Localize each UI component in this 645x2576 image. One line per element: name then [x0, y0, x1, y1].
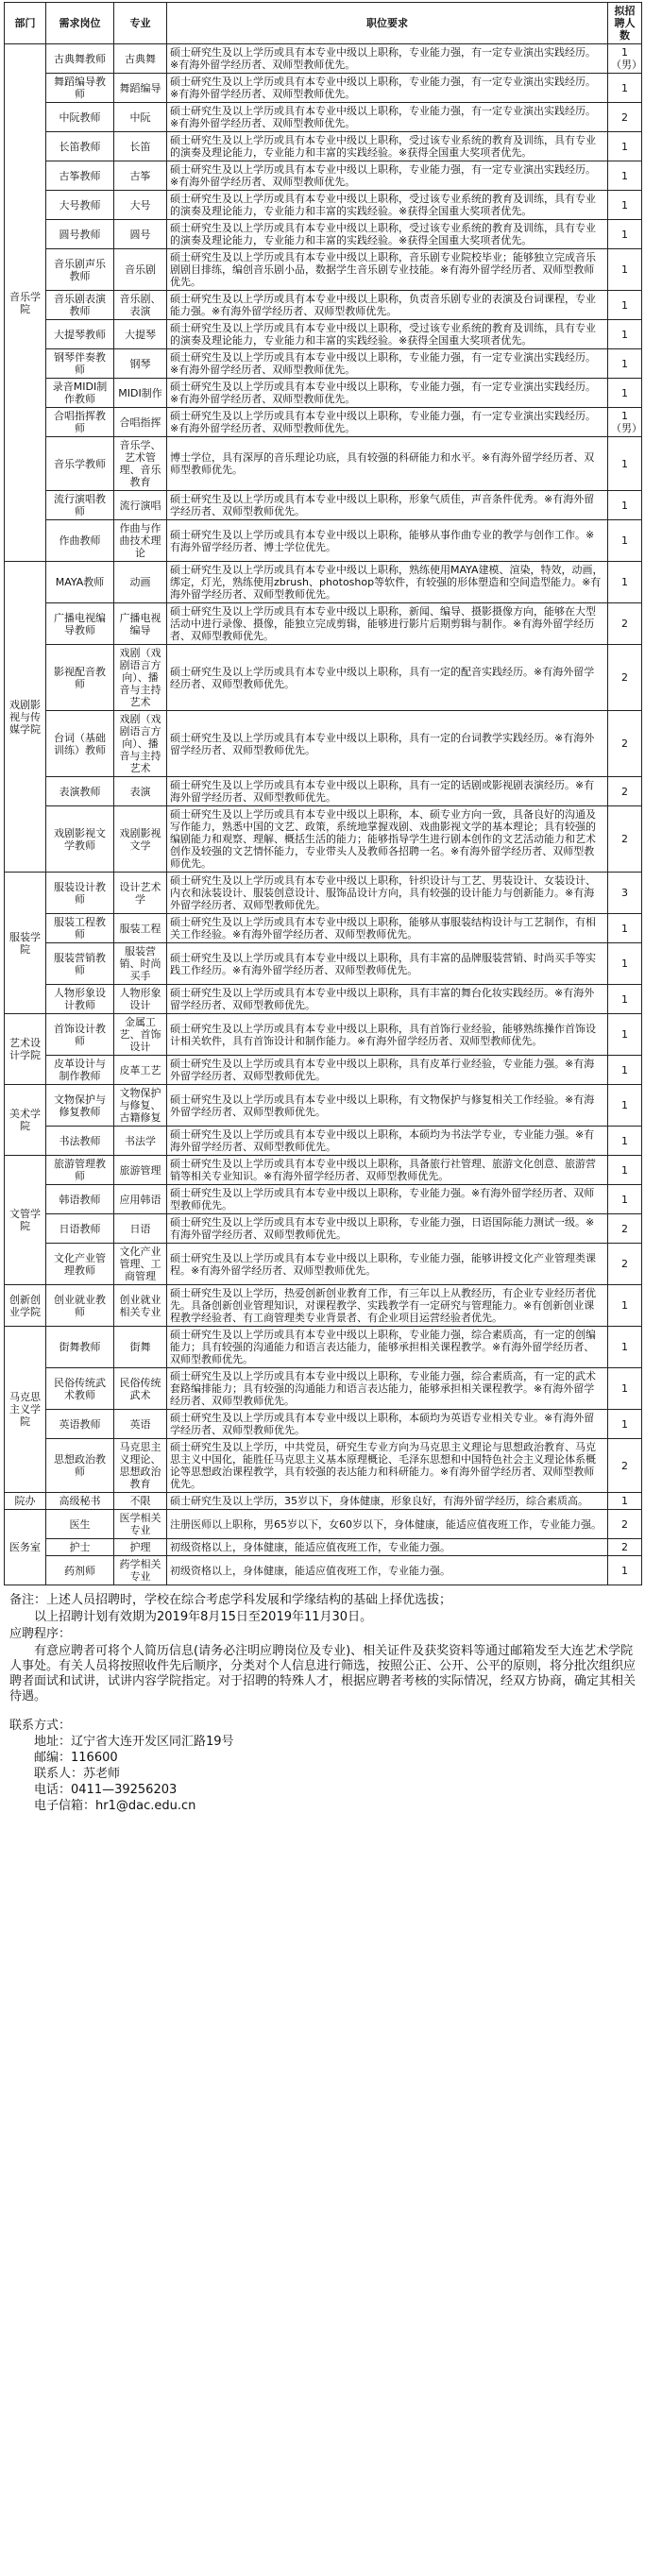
table-row: [5, 191, 642, 220]
table-row: [5, 603, 642, 645]
count-cell: 1: [608, 379, 642, 408]
major-cell: 药学相关专业: [114, 1556, 167, 1585]
count-cell: 2: [608, 645, 642, 711]
table-row: [5, 437, 642, 491]
table-row: [5, 408, 642, 437]
major-cell: 护理: [114, 1539, 167, 1556]
count-cell: 1: [608, 349, 642, 379]
count-cell: 1: [608, 1556, 642, 1585]
table-header-row: [5, 3, 642, 44]
table-body: [5, 44, 642, 1585]
major-cell: 设计艺术学: [114, 873, 167, 914]
position-cell: 思想政治教师: [46, 1439, 114, 1493]
major-cell: 书法学: [114, 1127, 167, 1156]
requirements-cell: 硕士研究生及以上学历或具有本专业中级以上职称，专业能力强。※有海外留学经历者、双师型教师优先。: [167, 1185, 608, 1214]
table-row: [5, 1327, 642, 1368]
table-row: [5, 491, 642, 520]
major-cell: 古筝: [114, 161, 167, 191]
position-cell: 服装设计教师: [46, 873, 114, 914]
table-row: [5, 914, 642, 943]
header-dept: 部门: [5, 3, 46, 44]
count-cell: 2: [608, 777, 642, 806]
count-cell: 1: [608, 1493, 642, 1510]
count-cell: 2: [608, 1244, 642, 1285]
major-cell: MIDI制作: [114, 379, 167, 408]
table-row: [5, 1556, 642, 1585]
requirements-cell: 硕士研究生及以上学历，热爱创新创业教育工作，有三年以上从教经历，有企业专业经历者优先。具备创新创业管理知识，对课程教学、实践教学有一定研究与管理能力。※有创新创业课程教学经验者、有工商管理类专业背景者、有企业项目运营经验者优先。: [167, 1285, 608, 1327]
page: [0, 2, 645, 1814]
header-position: 需求岗位: [46, 3, 114, 44]
position-cell: 英语教师: [46, 1410, 114, 1439]
major-cell: 民俗传统武术: [114, 1368, 167, 1410]
position-cell: 日语教师: [46, 1214, 114, 1244]
contact-phone: 电话：0411—39256203: [34, 1783, 178, 1797]
major-cell: 文化产业管理、工商管理: [114, 1244, 167, 1285]
major-cell: 音乐剧、表演: [114, 291, 167, 320]
count-cell: 1（男）: [608, 408, 642, 437]
contact-email[interactable]: 电子信箱：hr1@dac.edu.cn: [34, 1799, 196, 1813]
requirements-cell: 注册医师以上职称，男65岁以下，女60岁以下，身体健康，能适应值夜班工作，专业能力强。: [167, 1510, 608, 1539]
major-cell: 旅游管理: [114, 1156, 167, 1185]
table-row: [5, 777, 642, 806]
table-row: [5, 379, 642, 408]
count-cell: 1: [608, 985, 642, 1014]
count-cell: 1: [608, 132, 642, 161]
contact-person: 联系人：苏老师: [34, 1767, 121, 1781]
recruitment-table: [4, 2, 642, 1585]
table-row: [5, 943, 642, 985]
count-cell: 2: [608, 806, 642, 873]
department-cell: 艺术设计学院: [5, 1014, 46, 1085]
position-cell: 钢琴伴奏教师: [46, 349, 114, 379]
requirements-cell: 初级资格以上，身体健康，能适应值夜班工作，专业能力强。: [167, 1556, 608, 1585]
table-row: [5, 985, 642, 1014]
major-cell: 街舞: [114, 1327, 167, 1368]
position-cell: 旅游管理教师: [46, 1156, 114, 1185]
position-cell: 音乐剧表演教师: [46, 291, 114, 320]
requirements-cell: 硕士研究生及以上学历或具有本专业中级以上职称，具有皮革行业经验，专业能力强。※有海外留学经历者、双师型教师优先。: [167, 1056, 608, 1085]
requirements-cell: 硕士研究生及以上学历或具有本专业中级以上职称，专业能力强，有一定专业演出实践经历。※有海外留学经历者、双师型教师优先。: [167, 44, 608, 74]
count-cell: 2: [608, 103, 642, 132]
department-cell: 美术学院: [5, 1085, 46, 1156]
position-cell: 皮革设计与制作教师: [46, 1056, 114, 1085]
position-cell: 护士: [46, 1539, 114, 1556]
position-cell: 街舞教师: [46, 1327, 114, 1368]
table-row: [5, 1214, 642, 1244]
requirements-cell: 硕士研究生及以上学历或具有本专业中级以上职称，具有丰富的品牌服装营销、时尚买手等实践工作经历。※有海外留学经历者、双师型教师优先。: [167, 943, 608, 985]
count-cell: 1: [608, 1156, 642, 1185]
count-cell: 1: [608, 249, 642, 291]
position-cell: 戏剧影视文学教师: [46, 806, 114, 873]
major-cell: 表演: [114, 777, 167, 806]
contact-section: [4, 1706, 641, 1814]
major-cell: 服装工程: [114, 914, 167, 943]
major-cell: 作曲与作曲技术理论: [114, 520, 167, 562]
count-cell: 1: [608, 562, 642, 603]
major-cell: 医学相关专业: [114, 1510, 167, 1539]
count-cell: 1: [608, 1085, 642, 1127]
contact-postcode: 邮编：116600: [34, 1751, 118, 1765]
requirements-cell: 硕士研究生及以上学历或具有本专业中级以上职称，具有一定的台词教学实践经历。※有海外留学经历者、双师型教师优先。: [167, 711, 608, 777]
position-cell: 服装营销教师: [46, 943, 114, 985]
requirements-cell: 硕士研究生及以上学历或具有本专业中级以上职称，本硕均为英语专业相关专业。※有海外留学经历者、双师型教师优先。: [167, 1410, 608, 1439]
requirements-cell: 硕士研究生及以上学历或具有本专业中级以上职称，形象气质佳，声音条件优秀。※有海外留学经历者、双师型教师优先。: [167, 491, 608, 520]
table-row: [5, 562, 642, 603]
table-row: [5, 1368, 642, 1410]
position-cell: 舞蹈编导教师: [46, 74, 114, 103]
major-cell: 人物形象设计: [114, 985, 167, 1014]
requirements-cell: 硕士研究生及以上学历或具有本专业中级以上职称，熟练使用MAYA建模、渲染，特效，动画，绑定，灯光，熟练使用zbrush、photoshop等软件，有较强的形体塑造和空间造型能力。※有海外留学经历者、双师型教师优先。: [167, 562, 608, 603]
table-row: [5, 1539, 642, 1556]
table-row: [5, 44, 642, 74]
major-cell: 应用韩语: [114, 1185, 167, 1214]
count-cell: 1: [608, 1056, 642, 1085]
major-cell: 文物保护与修复、古籍修复: [114, 1085, 167, 1127]
requirements-cell: 硕士研究生及以上学历或具有本专业中级以上职称，受过该专业系统的教育及训练，具有专业的演奏及理论能力，专业能力和丰富的实践经验。※获得全国重大奖项者优先。: [167, 220, 608, 249]
requirements-cell: 硕士研究生及以上学历或具有本专业中级以上职称，有文物保护与修复相关工作经验。※有海外留学经历者、双师型教师优先。: [167, 1085, 608, 1127]
table-row: [5, 320, 642, 349]
position-cell: 作曲教师: [46, 520, 114, 562]
count-cell: 2: [608, 711, 642, 777]
count-cell: 3: [608, 873, 642, 914]
requirements-cell: 硕士研究生及以上学历，中共党员，研究生专业方向为马克思主义理论与思想政治教育、马克思主义中国化，能胜任马克思主义基本原理概论、毛泽东思想和中国特色社会主义理论体系概论等思想政治课程教学，具有较强的表达能力和科研能力。※有海外留学经历者、双师型教师优先。: [167, 1439, 608, 1493]
count-cell: 1: [608, 74, 642, 103]
department-cell: 医务室: [5, 1510, 46, 1585]
remark-title: 备注：: [9, 1593, 47, 1607]
count-cell: 1: [608, 491, 642, 520]
requirements-cell: 硕士研究生及以上学历或具有本专业中级以上职称，专业能力强，有一定专业演出实践经历。※有海外留学经历者、双师型教师优先。: [167, 74, 608, 103]
count-cell: 1: [608, 1327, 642, 1368]
department-cell: 服装学院: [5, 873, 46, 1014]
count-cell: 1: [608, 191, 642, 220]
position-cell: MAYA教师: [46, 562, 114, 603]
count-cell: 1: [608, 220, 642, 249]
requirements-cell: 硕士研究生及以上学历或具有本专业中级以上职称，本硕均为书法学专业，专业能力强。※有海外留学经历者、双师型教师优先。: [167, 1127, 608, 1156]
count-cell: 1: [608, 1127, 642, 1156]
department-cell: 音乐学院: [5, 44, 46, 562]
table-row: [5, 1410, 642, 1439]
requirements-cell: 硕士研究生及以上学历或具有本专业中级以上职称，专业能力强，能够讲授文化产业管理类课程。※有海外留学经历者、双师型教师优先。: [167, 1244, 608, 1285]
position-cell: 首饰设计教师: [46, 1014, 114, 1056]
count-cell: 1: [608, 437, 642, 491]
major-cell: 戏剧（戏剧语言方向）、播音与主持艺术: [114, 711, 167, 777]
requirements-cell: 硕士研究生及以上学历或具有本专业中级以上职称，受过该专业系统的教育及训练，具有专业的演奏及理论能力，专业能力和丰富的实践经验。※获得全国重大奖项者优先。: [167, 132, 608, 161]
count-cell: 1: [608, 943, 642, 985]
department-cell: 文管学院: [5, 1156, 46, 1285]
count-cell: 1: [608, 1014, 642, 1056]
position-cell: 长笛教师: [46, 132, 114, 161]
department-cell: 马克思主义学院: [5, 1327, 46, 1493]
position-cell: 古筝教师: [46, 161, 114, 191]
table-row: [5, 220, 642, 249]
table-row: [5, 1127, 642, 1156]
contact-title: 联系方式：: [9, 1719, 72, 1733]
notes-section: [4, 1585, 641, 1704]
count-cell: 1: [608, 1410, 642, 1439]
position-cell: 音乐学教师: [46, 437, 114, 491]
position-cell: 圆号教师: [46, 220, 114, 249]
requirements-cell: 硕士研究生及以上学历或具有本专业中级以上职称，专业能力强，有一定专业演出实践经历。※有海外留学经历者、双师型教师优先。: [167, 103, 608, 132]
header-requirements: 职位要求: [167, 3, 608, 44]
position-cell: 书法教师: [46, 1127, 114, 1156]
requirements-cell: 硕士研究生及以上学历或具有本专业中级以上职称，专业能力强，有一定专业演出实践经历。※有海外留学经历者、双师型教师优先。: [167, 349, 608, 379]
requirements-cell: 硕士研究生及以上学历或具有本专业中级以上职称，专业能力强，综合素质高，有一定的武术套路编排能力；具有较强的沟通能力和语言表达能力，能够承担相关课程教学。※有海外留学经历者、双师型教师优先。: [167, 1368, 608, 1410]
table-row: [5, 161, 642, 191]
requirements-cell: 硕士研究生及以上学历或具有本专业中级以上职称，能够从事服装结构设计与工艺制作，有相关工作经验。※有海外留学经历者、双师型教师优先。: [167, 914, 608, 943]
major-cell: 古典舞: [114, 44, 167, 74]
requirements-cell: 硕士研究生及以上学历或具有本专业中级以上职称，针织设计与工艺、男装设计、女装设计、内衣和泳装设计、服装创意设计、服饰品设计方向，具有较强的设计能力与创新能力。※有海外留学经历者、双师型教师优先。: [167, 873, 608, 914]
position-cell: 音乐剧声乐教师: [46, 249, 114, 291]
contact-address: 地址：辽宁省大连开发区同汇路19号: [34, 1735, 234, 1749]
major-cell: 金属工艺、首饰设计: [114, 1014, 167, 1056]
major-cell: 舞蹈编导: [114, 74, 167, 103]
major-cell: 皮革工艺: [114, 1056, 167, 1085]
table-row: [5, 1244, 642, 1285]
table-row: [5, 249, 642, 291]
position-cell: 文物保护与修复教师: [46, 1085, 114, 1127]
table-row: [5, 349, 642, 379]
position-cell: 表演教师: [46, 777, 114, 806]
major-cell: 大号: [114, 191, 167, 220]
table-row: [5, 1014, 642, 1056]
major-cell: 圆号: [114, 220, 167, 249]
major-cell: 不限: [114, 1493, 167, 1510]
remark-1: 上述人员招聘时，学校在综合考虑学科发展和学缘结构的基础上择优选拔；: [46, 1593, 452, 1607]
table-row: [5, 1085, 642, 1127]
major-cell: 戏剧影视文学: [114, 806, 167, 873]
requirements-cell: 博士学位，具有深厚的音乐理论功底，具有较强的科研能力和水平。※有海外留学经历者、双师型教师优先。: [167, 437, 608, 491]
table-row: [5, 1056, 642, 1085]
remark-2: 以上招聘计划有效期为2019年8月15日至2019年11月30日。: [34, 1610, 373, 1624]
table-row: [5, 132, 642, 161]
position-cell: 人物形象设计教师: [46, 985, 114, 1014]
position-cell: 药剂师: [46, 1556, 114, 1585]
position-cell: 广播电视编导教师: [46, 603, 114, 645]
position-cell: 大提琴教师: [46, 320, 114, 349]
major-cell: 流行演唱: [114, 491, 167, 520]
count-cell: 2: [608, 603, 642, 645]
count-cell: 2: [608, 1214, 642, 1244]
requirements-cell: 硕士研究生及以上学历或具有本专业中级以上职称，专业能力强，有一定专业演出实践经历。※有海外留学经历者、双师型教师优先。: [167, 161, 608, 191]
count-cell: 2: [608, 1439, 642, 1493]
table-row: [5, 1285, 642, 1327]
position-cell: 医生: [46, 1510, 114, 1539]
major-cell: 音乐剧: [114, 249, 167, 291]
count-cell: 2: [608, 1539, 642, 1556]
header-count: 拟招聘人数: [608, 3, 642, 44]
position-cell: 文化产业管理教师: [46, 1244, 114, 1285]
department-cell: 创新创业学院: [5, 1285, 46, 1327]
requirements-cell: 硕士研究生及以上学历或具有本专业中级以上职称，专业能力强，有一定专业演出实践经历。※有海外留学经历者、双师型教师优先。: [167, 408, 608, 437]
table-row: [5, 74, 642, 103]
table-row: [5, 291, 642, 320]
department-cell: 戏剧影视与传媒学院: [5, 562, 46, 873]
major-cell: 英语: [114, 1410, 167, 1439]
requirements-cell: 硕士研究生及以上学历或具有本专业中级以上职称，具备旅行社管理、旅游文化创意、旅游营销等相关专业知识。※有海外留学经历者、双师型教师优先。: [167, 1156, 608, 1185]
position-cell: 服装工程教师: [46, 914, 114, 943]
requirements-cell: 硕士研究生及以上学历或具有本专业中级以上职称，负责音乐剧专业的表演及台词课程，专业能力强。※有海外留学经历者、双师型教师优先。: [167, 291, 608, 320]
major-cell: 大提琴: [114, 320, 167, 349]
major-cell: 合唱指挥: [114, 408, 167, 437]
requirements-cell: 硕士研究生及以上学历或具有本专业中级以上职称，受过该专业系统的教育及训练，具有专业的演奏及理论能力，专业能力和丰富的实践经验。※获得全国重大奖项者优先。: [167, 191, 608, 220]
major-cell: 动画: [114, 562, 167, 603]
major-cell: 广播电视编导: [114, 603, 167, 645]
table-row: [5, 806, 642, 873]
major-cell: 音乐学、艺术管理、音乐教育: [114, 437, 167, 491]
table-row: [5, 520, 642, 562]
table-row: [5, 1185, 642, 1214]
major-cell: 戏剧（戏剧语言方向）、播音与主持艺术: [114, 645, 167, 711]
count-cell: 1: [608, 320, 642, 349]
position-cell: 高级秘书: [46, 1493, 114, 1510]
table-row: [5, 1439, 642, 1493]
table-row: [5, 645, 642, 711]
position-cell: 古典舞教师: [46, 44, 114, 74]
requirements-cell: 硕士研究生及以上学历或具有本专业中级以上职称，专业能力强，有一定专业演出实践经历。※有海外留学经历者、双师型教师优先。: [167, 379, 608, 408]
position-cell: 录音MIDI制作教师: [46, 379, 114, 408]
table-row: [5, 711, 642, 777]
requirements-cell: 硕士研究生及以上学历或具有本专业中级以上职称，具有一定的话剧或影视剧表演经历。※有海外留学经历者、双师型教师优先。: [167, 777, 608, 806]
requirements-cell: 硕士研究生及以上学历或具有本专业中级以上职称，新闻、编导、摄影摄像方向，能够在大型活动中进行录像、摄像，能独立完成剪辑，能够进行影片后期剪辑与制作。※有海外留学经历者、双师型教师优先。: [167, 603, 608, 645]
count-cell: 1: [608, 161, 642, 191]
requirements-cell: 硕士研究生及以上学历或具有本专业中级以上职称，受过该专业系统的教育及训练，具有专业的演奏及理论能力，专业能力和丰富的实践经验。※获得全国重大奖项者优先。: [167, 320, 608, 349]
major-cell: 马克思主义理论、思想政治教育: [114, 1439, 167, 1493]
requirements-cell: 初级资格以上，身体健康，能适应值夜班工作，专业能力强。: [167, 1539, 608, 1556]
count-cell: 1: [608, 1185, 642, 1214]
requirements-cell: 硕士研究生及以上学历或具有本专业中级以上职称，专业能力强，日语国际能力测试一级。※有海外留学经历者、双师型教师优先。: [167, 1214, 608, 1244]
position-cell: 影视配音教师: [46, 645, 114, 711]
count-cell: 1（男）: [608, 44, 642, 74]
table-row: [5, 103, 642, 132]
procedure-text: 有意应聘者可将个人简历信息(请务必注明应聘岗位及专业)、相关证件及获奖资料等通过邮箱发至大连艺术学院人事处。有关人员将按照收件先后顺序，分类对个人信息进行筛选，按照公正、公开、公平的原则，将分批次组织应聘者面试和试讲，试讲内容学院指定。对于招聘的特殊人才，根据应聘者考核的实际情况，经双方协商，确定其相关待遇。: [9, 1644, 637, 1703]
requirements-cell: 硕士研究生及以上学历或具有本专业中级以上职称，专业能力强，综合素质高，有一定的创编能力；具有较强的沟通能力和语言表达能力，能够承担相关课程教学。※有海外留学经历者、双师型教师优先。: [167, 1327, 608, 1368]
count-cell: 1: [608, 291, 642, 320]
position-cell: 台词（基础训练）教师: [46, 711, 114, 777]
count-cell: 1: [608, 1285, 642, 1327]
requirements-cell: 硕士研究生及以上学历，35岁以下，身体健康，形象良好，有海外留学经历，综合素质高。: [167, 1493, 608, 1510]
position-cell: 大号教师: [46, 191, 114, 220]
position-cell: 流行演唱教师: [46, 491, 114, 520]
count-cell: 2: [608, 1510, 642, 1539]
header-major: 专业: [114, 3, 167, 44]
position-cell: 韩语教师: [46, 1185, 114, 1214]
count-cell: 1: [608, 914, 642, 943]
major-cell: 中阮: [114, 103, 167, 132]
requirements-cell: 硕士研究生及以上学历或具有本专业中级以上职称，音乐剧专业院校毕业；能够独立完成音乐剧剧目排练，编创音乐剧小品，数据学生音乐剧专业技能。※有海外留学经历者、双师型教师优先。: [167, 249, 608, 291]
requirements-cell: 硕士研究生及以上学历或具有本专业中级以上职称，具有丰富的舞台化妆实践经历。※有海外留学经历者、双师型教师优先。: [167, 985, 608, 1014]
requirements-cell: 硕士研究生及以上学历或具有本专业中级以上职称，具有首饰行业经验，能够熟练操作首饰设计相关软件，具有首饰设计和制作能力。※有海外留学经历者、双师型教师优先。: [167, 1014, 608, 1056]
requirements-cell: 硕士研究生及以上学历或具有本专业中级以上职称，本、硕专业方向一致，具备良好的沟通及写作能力，熟悉中国的文艺、政策，系统地掌握戏剧、戏曲影视文学的基本理论；具有较强的编剧能力和观察、理解、概括生活的能力；能够指导学生进行剧本创作的文艺活动能力和艺术创作及较强的文艺情怀能力，专业带头人及教师各招聘一名。※有海外留学经历者、双师型教师优先。: [167, 806, 608, 873]
position-cell: 合唱指挥教师: [46, 408, 114, 437]
major-cell: 日语: [114, 1214, 167, 1244]
table-row: [5, 873, 642, 914]
position-cell: 中阮教师: [46, 103, 114, 132]
requirements-cell: 硕士研究生及以上学历或具有本专业中级以上职称，具有一定的配音实践经历。※有海外留学经历者、双师型教师优先。: [167, 645, 608, 711]
major-cell: 服装营销、时尚买手: [114, 943, 167, 985]
position-cell: 民俗传统武术教师: [46, 1368, 114, 1410]
table-row: [5, 1156, 642, 1185]
major-cell: 长笛: [114, 132, 167, 161]
position-cell: 创业就业教师: [46, 1285, 114, 1327]
department-cell: 院办: [5, 1493, 46, 1510]
procedure-title: 应聘程序：: [9, 1627, 72, 1641]
table-row: [5, 1493, 642, 1510]
major-cell: 钢琴: [114, 349, 167, 379]
major-cell: 创业就业相关专业: [114, 1285, 167, 1327]
count-cell: 1: [608, 1368, 642, 1410]
table-row: [5, 1510, 642, 1539]
count-cell: 1: [608, 520, 642, 562]
requirements-cell: 硕士研究生及以上学历或具有本专业中级以上职称，能够从事作曲专业的教学与创作工作。※有海外留学经历者、博士学位优先。: [167, 520, 608, 562]
